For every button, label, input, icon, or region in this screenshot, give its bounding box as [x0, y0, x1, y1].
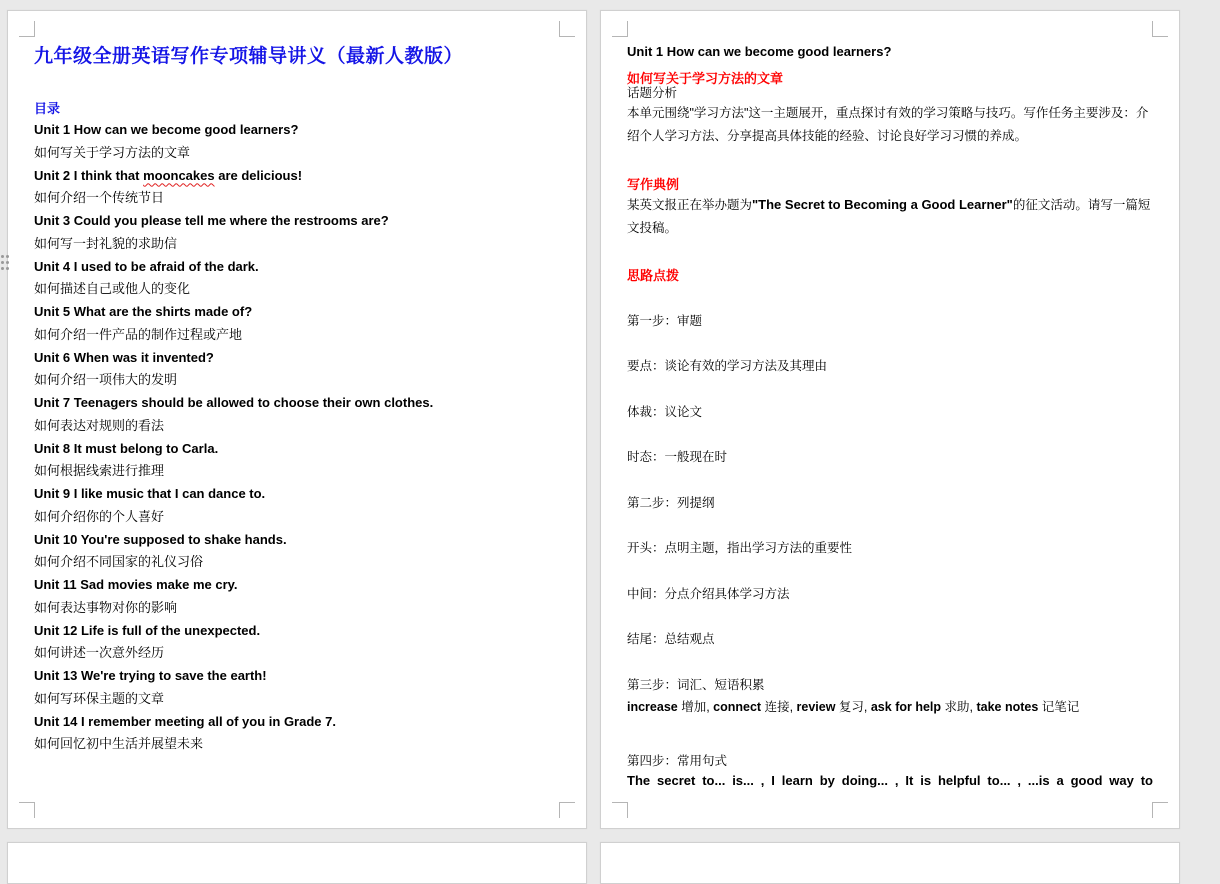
topic-analysis-label: 话题分析 — [627, 86, 678, 100]
step-2-ending: 结尾：总结观点 — [627, 632, 715, 646]
vocab-list — [627, 697, 1153, 715]
vocab-zh: 记笔记 — [1038, 700, 1080, 714]
toc-unit-9: Unit 9 I like music that I can dance to. — [34, 486, 266, 501]
margin-corner-mark — [19, 802, 35, 818]
toc-unit-11: Unit 11 Sad movies make me cry. — [34, 577, 238, 592]
step-2-middle: 中间：分点介绍具体学习方法 — [627, 587, 790, 601]
toc-desc-6: 如何介绍一项伟大的发明 — [34, 372, 178, 388]
step-2: 第二步：列提纲 — [627, 496, 715, 510]
toc-desc-12: 如何讲述一次意外经历 — [34, 645, 165, 661]
example-prompt-pre: 某英文报正在举办题为 — [627, 198, 753, 212]
step-1-genre: 体裁：议论文 — [627, 405, 703, 419]
toc-desc-4: 如何描述自己或他人的变化 — [34, 281, 191, 297]
toc-unit-4: Unit 4 I used to be afraid of the dark. — [34, 258, 259, 274]
vocab-en: ask for help — [870, 700, 942, 714]
step-2-opening: 开头：点明主题，指出学习方法的重要性 — [627, 541, 853, 555]
example-prompt-post: 的征文活动。请写一篇短文投稿。 — [627, 198, 1151, 235]
toc-desc-11: 如何表达事物对你的影响 — [34, 599, 178, 615]
toc-unit-6: Unit 6 When was it invented? — [34, 349, 214, 365]
vocab-zh: 增加, — [677, 700, 714, 714]
toc-heading: 目录 — [34, 101, 61, 116]
vocab-zh: 求助, — [941, 700, 977, 714]
toc-unit-8: Unit 8 It must belong to Carla. — [34, 440, 219, 456]
unit-title: Unit 1 How can we become good learners? — [627, 44, 892, 59]
toc-unit-13: Unit 13 We're trying to save the earth! — [34, 668, 267, 683]
toc-desc-10: 如何介绍不同国家的礼仪习俗 — [34, 554, 204, 570]
step-1: 第一步：审题 — [627, 314, 703, 328]
document-page-1 — [7, 10, 587, 829]
document-page-3 — [7, 842, 587, 884]
step-3: 第三步：词汇、短语积累 — [627, 678, 765, 692]
toc-unit-12: Unit 12 Life is full of the unexpected. — [34, 622, 261, 638]
toc-desc-7: 如何表达对规则的看法 — [34, 417, 165, 433]
common-sentences: The secret to... is... , I learn by doing... , It is helpful to... , ...is a good way to — [627, 773, 1153, 788]
section-subtitle: 如何写关于学习方法的文章 — [627, 71, 784, 86]
toc-desc-1: 如何写关于学习方法的文章 — [34, 144, 191, 160]
vocab-zh: 连接, — [761, 700, 797, 714]
toc-unit-14: Unit 14 I remember meeting all of you in Grade 7. — [34, 713, 336, 729]
document-page-2 — [600, 10, 1180, 829]
step-1-point: 要点：谈论有效的学习方法及其理由 — [627, 359, 828, 373]
toc-desc-14: 如何回忆初中生活并展望未来 — [34, 736, 204, 752]
toc-desc-8: 如何根据线索进行推理 — [34, 463, 165, 479]
margin-corner-mark — [559, 21, 575, 37]
toc-desc-2: 如何介绍一个传统节日 — [34, 190, 165, 206]
margin-corner-mark — [19, 21, 35, 37]
toc-desc-5: 如何介绍一件产品的制作过程或产地 — [34, 326, 243, 342]
tips-heading: 思路点拨 — [627, 268, 680, 283]
essay-title: "The Secret to Becoming a Good Learner" — [752, 197, 1013, 212]
margin-corner-mark — [612, 802, 628, 818]
toc-unit-7: Unit 7 Teenagers should be allowed to choose their own clothes. — [34, 395, 434, 410]
toc-unit-1: Unit 1 How can we become good learners? — [34, 122, 299, 137]
toc-desc-9: 如何介绍你的个人喜好 — [34, 508, 165, 524]
document-title: 九年级全册英语写作专项辅导讲义（最新人教版） — [34, 46, 464, 67]
margin-corner-mark — [559, 802, 575, 818]
document-page-4 — [600, 842, 1180, 884]
table-move-handle-icon[interactable] — [1, 255, 9, 271]
toc-unit-2-pre: Unit 2 I think that — [34, 167, 144, 183]
margin-corner-mark — [1152, 21, 1168, 37]
vocab-zh: 复习, — [835, 700, 871, 714]
toc-unit-10: Unit 10 You're supposed to shake hands. — [34, 531, 287, 547]
example-heading: 写作典例 — [627, 177, 680, 192]
step-1-tense: 时态：一般现在时 — [627, 450, 728, 464]
spellcheck-flagged-word[interactable]: mooncakes — [143, 167, 215, 183]
toc-desc-3: 如何写一封礼貌的求助信 — [34, 235, 178, 251]
vocab-en: take notes — [976, 700, 1039, 714]
topic-analysis-text: 本单元围绕"学习方法"这一主题展开，重点探讨有效的学习策略与技巧。写作任务主要涉及：介绍个人学习方法、分享提高具体技能的经验、讨论良好学习习惯的养成。 — [627, 106, 1149, 143]
table-of-contents — [34, 119, 560, 756]
toc-unit-2 — [34, 165, 560, 188]
step-4: 第四步：常用句式 — [627, 754, 728, 768]
toc-unit-2-post: are delicious! — [214, 167, 303, 183]
toc-unit-3: Unit 3 Could you please tell me where the restrooms are? — [34, 213, 389, 228]
toc-unit-5: Unit 5 What are the shirts made of? — [34, 304, 253, 319]
margin-corner-mark — [1152, 802, 1168, 818]
vocab-en: review — [796, 700, 836, 714]
example-prompt — [627, 193, 1153, 240]
vocab-en: connect — [713, 700, 762, 714]
toc-desc-13: 如何写环保主题的文章 — [34, 690, 165, 706]
vocab-en: increase — [627, 700, 678, 714]
margin-corner-mark — [612, 21, 628, 37]
